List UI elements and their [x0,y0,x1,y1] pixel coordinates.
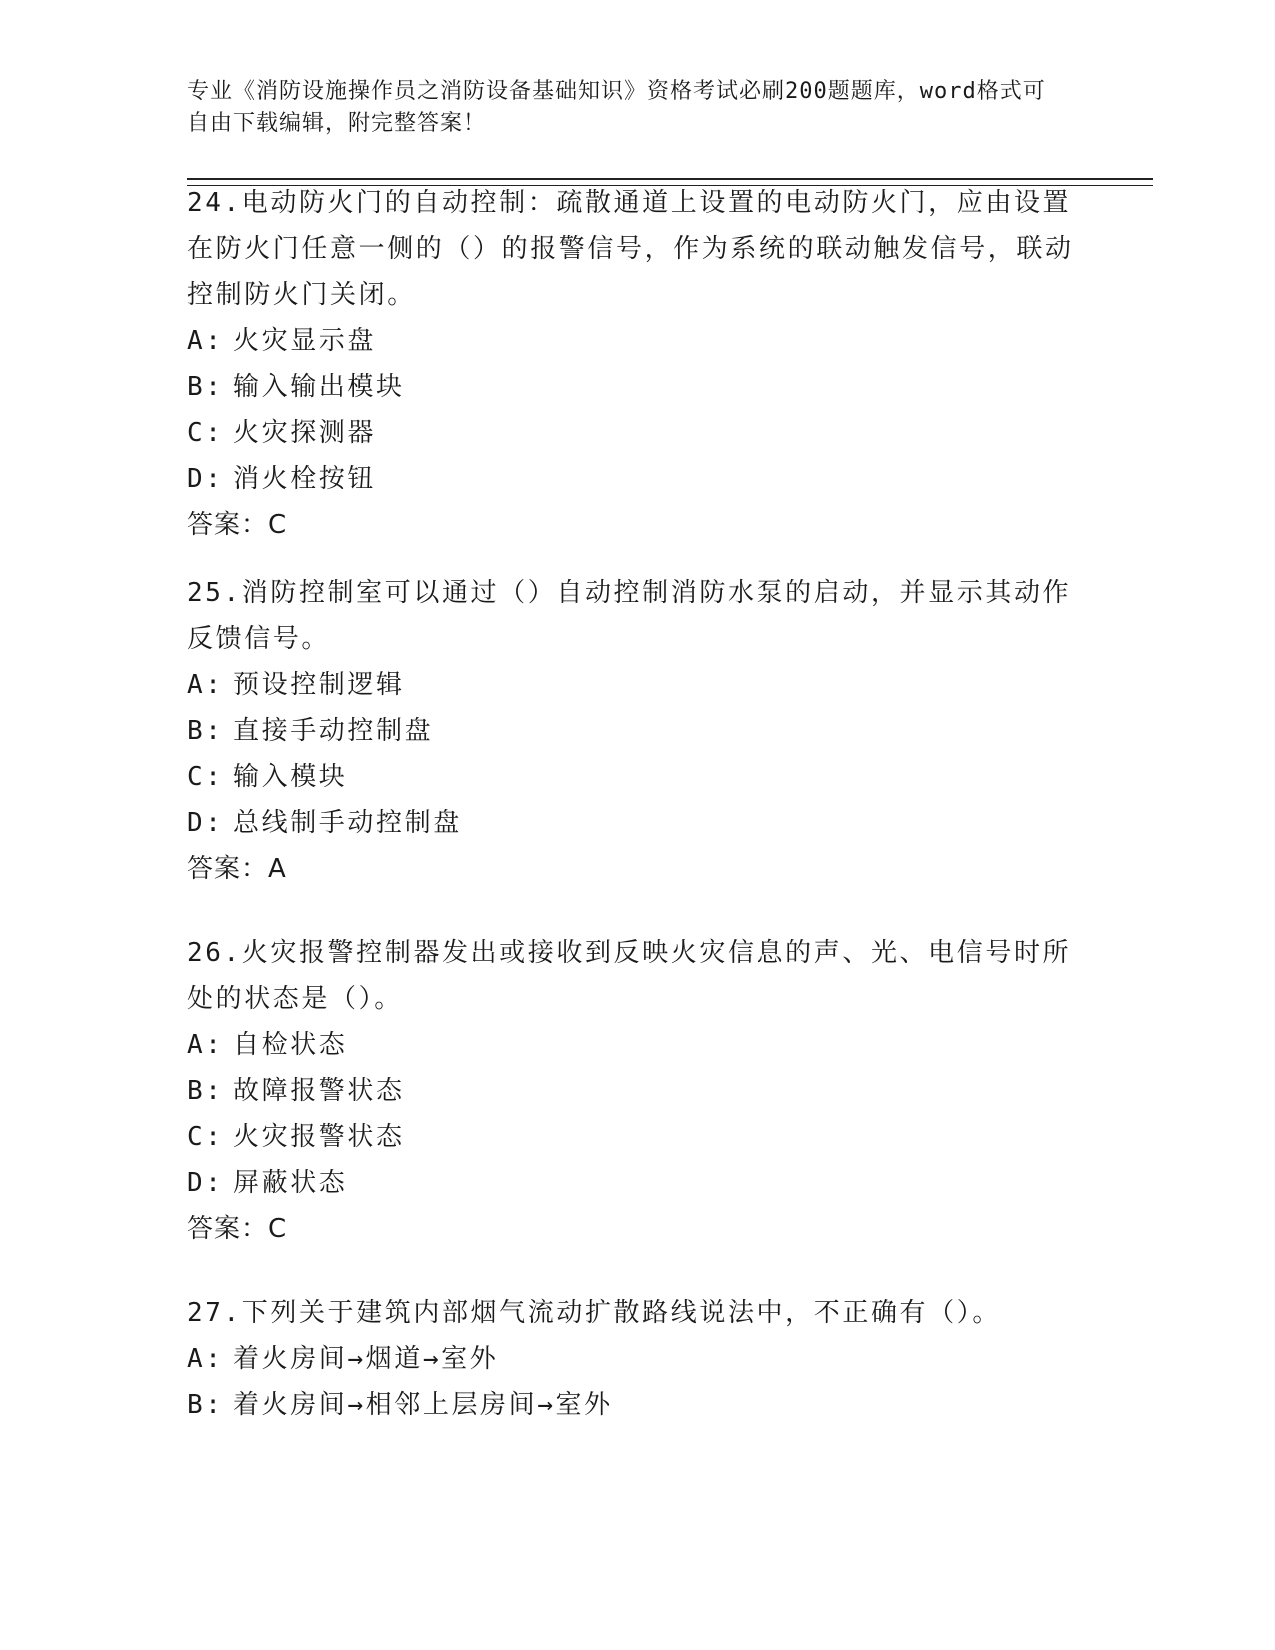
option-letter: C: [187,418,224,448]
option-d [187,800,1087,846]
question-stem: 25.消防控制室可以通过（）自动控制消防水泵的启动，并显示其动作反馈信号。 [187,578,1072,654]
option-letter: C: [187,762,224,792]
option-text: 消火栓按钮 [233,464,377,494]
option-letter: C: [187,1122,224,1152]
question-25 [187,570,1087,892]
option-d [187,456,1087,502]
option-a [187,1022,1087,1068]
option-d [187,1160,1087,1206]
option-letter: D: [187,464,224,494]
option-text: 着火房间→烟道→室外 [233,1344,499,1374]
option-letter: D: [187,1168,224,1198]
option-text: 火灾探测器 [233,418,377,448]
option-letter: A: [187,1344,224,1374]
option-b [187,364,1087,410]
option-letter: A: [187,326,224,356]
question-stem: 27.下列关于建筑内部烟气流动扩散路线说法中，不正确有（）。 [187,1298,1001,1328]
option-text: 着火房间→相邻上层房间→室外 [233,1390,613,1420]
question-26 [187,930,1087,1252]
option-text: 总线制手动控制盘 [233,808,462,838]
option-text: 故障报警状态 [233,1076,405,1106]
document-header: 专业《消防设施操作员之消防设备基础知识》资格考试必刷200题题库，word格式可自由下载编辑，附完整答案！ [187,79,1046,136]
option-c [187,754,1087,800]
option-text: 火灾报警状态 [233,1122,405,1152]
option-a [187,318,1087,364]
option-letter: B: [187,1076,224,1106]
question-24 [187,180,1087,548]
question-stem: 26.火灾报警控制器发出或接收到反映火灾信息的声、光、电信号时所处的状态是（）。 [187,938,1072,1014]
option-text: 输入输出模块 [233,372,405,402]
question-27 [187,1290,1087,1428]
option-a [187,662,1087,708]
option-text: 自检状态 [233,1030,348,1060]
option-letter: B: [187,1390,224,1420]
option-a [187,1336,1087,1382]
option-c [187,410,1087,456]
option-text: 屏蔽状态 [233,1168,348,1198]
option-text: 输入模块 [233,762,348,792]
option-b [187,708,1087,754]
question-stem: 24.电动防火门的自动控制：疏散通道上设置的电动防火门，应由设置在防火门任意一侧的（）的报警信号，作为系统的联动触发信号，联动控制防火门关闭。 [187,188,1074,310]
option-text: 预设控制逻辑 [233,670,405,700]
option-b [187,1382,1087,1428]
option-c [187,1114,1087,1160]
option-text: 直接手动控制盘 [233,716,434,746]
answer-line: 答案：A [187,854,287,884]
option-letter: B: [187,372,224,402]
option-text: 火灾显示盘 [233,326,377,356]
option-letter: A: [187,1030,224,1060]
option-letter: B: [187,716,224,746]
option-letter: D: [187,808,224,838]
option-b [187,1068,1087,1114]
option-letter: A: [187,670,224,700]
answer-line: 答案：C [187,1214,288,1244]
answer-line: 答案：C [187,510,288,540]
